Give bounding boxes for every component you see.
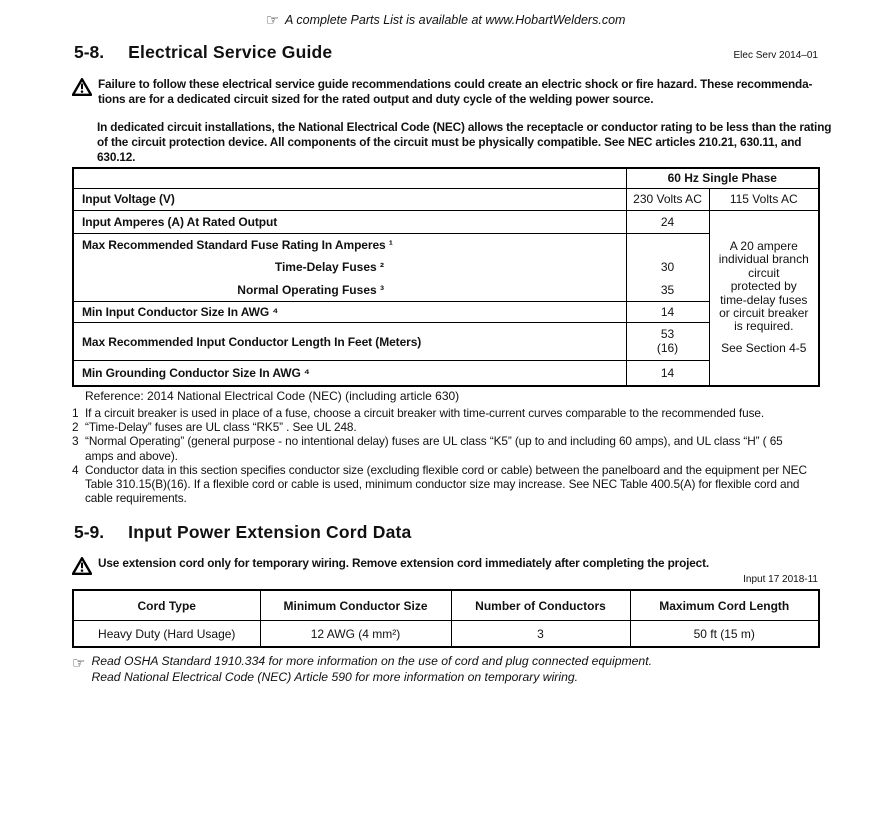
branch-note-line: A 20 ampere (729, 239, 798, 254)
footnote-number: 2 (72, 420, 79, 435)
col-header-max-cord-length: Maximum Cord Length (630, 590, 819, 621)
note-line: Read National Electrical Code (NEC) Article 590 for more information on temporary wiring. (91, 669, 579, 684)
col-header-number-of-conductors: Number of Conductors (451, 590, 630, 621)
row-label-input-amperes: Input Amperes (A) At Rated Output (73, 210, 626, 233)
min-conductor-size-value: 12 AWG (4 mm²) (260, 621, 451, 648)
branch-note-line: individual branch (718, 252, 809, 267)
branch-note-line: protected by (730, 279, 797, 294)
warning-line: Failure to follow these electrical service guide recommendations could create an electric shock or fire hazard. These recommenda- (98, 77, 813, 91)
warning-text (98, 77, 812, 106)
note-line: Read OSHA Standard 1910.334 for more information on the use of cord and plug connected equipment. (91, 654, 652, 668)
normal-operating-fuses-label: Normal Operating Fuses ³ (237, 282, 384, 297)
section-number: 5-8. (74, 42, 105, 62)
voltage-230-cell: 230 Volts AC (626, 188, 709, 210)
time-delay-fuses-label: Time-Delay Fuses ² (274, 260, 384, 275)
row-label-min-grounding-conductor: Min Grounding Conductor Size In AWG ⁴ (73, 361, 626, 386)
phase-group-header: 60 Hz Single Phase (626, 168, 819, 188)
number-of-conductors-value: 3 (451, 621, 630, 648)
paragraph-line: In dedicated circuit installations, the National Electrical Code (NEC) allows the receptacle or conductor rating to be less than the rating (97, 120, 832, 134)
warning-line: Use extension cord only for temporary wiring. Remove extension cord immediately after completing the project. (98, 556, 709, 570)
fuse-rating-label: Max Recommended Standard Fuse Rating In Amperes ¹ (82, 237, 393, 252)
warning-triangle-icon (72, 78, 92, 106)
footnote-1 (72, 406, 814, 420)
branch-note-line: time-delay fuses (720, 292, 808, 307)
min-input-conductor-value: 14 (626, 302, 709, 323)
warning-text (98, 556, 709, 580)
electrical-warning (72, 77, 821, 106)
conductor-length-value-cell (626, 323, 709, 361)
section-title: Input Power Extension Cord Data (128, 522, 412, 542)
branch-note-line: or circuit breaker (719, 306, 809, 321)
revision-code: Elec Serv 2014–01 (733, 50, 818, 61)
osha-note (72, 654, 652, 685)
branch-note-line: circuit (748, 265, 780, 280)
section-number: 5-9. (74, 522, 105, 542)
footnote-number: 4 (72, 462, 79, 477)
input-amperes-value: 24 (626, 210, 709, 233)
section-5-8-header (74, 42, 818, 63)
nec-reference: Reference: 2014 National Electrical Code (NEC) (including article 630) (85, 389, 460, 403)
branch-note-line: is required. (734, 319, 794, 334)
footnote-text: If a circuit breaker is used in place of a fuse, choose a circuit breaker with time-current curves comparable to the recommended fuse. (85, 406, 765, 420)
footnote-3 (72, 434, 814, 462)
branch-circuit-note-cell (709, 210, 819, 386)
length-meters-value: (16) (656, 340, 679, 355)
row-label-max-conductor-length: Max Recommended Input Conductor Length In Feet (Meters) (73, 323, 626, 361)
electrical-service-table (72, 167, 820, 387)
paragraph-line: 630.12. (97, 149, 136, 164)
parts-list-note-text: A complete Parts List is available at www.HobartWelders.com (285, 13, 626, 27)
max-cord-length-value: 50 ft (15 m) (630, 621, 819, 648)
fuse-values-cell (626, 233, 709, 302)
row-label-fuse-rating (73, 233, 626, 302)
footnote-2 (72, 420, 814, 434)
row-label-min-input-conductor: Min Input Conductor Size In AWG ⁴ (73, 302, 626, 323)
time-delay-fuse-value: 30 (660, 260, 675, 275)
col-header-cord-type: Cord Type (73, 590, 260, 621)
parts-list-note (0, 11, 891, 29)
voltage-115-cell: 115 Volts AC (709, 188, 819, 210)
footnotes (72, 406, 814, 505)
footnote-4 (72, 463, 814, 506)
warning-triangle-icon (72, 557, 92, 580)
col-header-min-conductor-size: Minimum Conductor Size (260, 590, 451, 621)
warning-line: tions are for a dedicated circuit sized for the rated output and duty cycle of the welding power source. (98, 91, 654, 106)
normal-operating-fuse-value: 35 (660, 282, 675, 297)
cord-type-value: Heavy Duty (Hard Usage) (73, 621, 260, 648)
extension-cord-warning (72, 556, 821, 580)
empty-header-cell (73, 168, 626, 188)
footnote-number: 1 (72, 406, 79, 420)
see-section-reference: See Section 4-5 (721, 340, 807, 355)
row-label-input-voltage: Input Voltage (V) (73, 188, 626, 210)
paragraph-line: of the circuit protection device. All components of the circuit must be physically compatible. See NEC articles 210.21, 630.11, and (97, 134, 802, 149)
length-feet-value: 53 (660, 327, 675, 342)
min-grounding-conductor-value: 14 (626, 361, 709, 386)
extension-cord-table (72, 589, 820, 648)
footnote-number: 3 (72, 434, 79, 449)
footnote-text: “Normal Operating” (general purpose - no intentional delay) fuses are UL class “K5” (up to and including 60 amps), and UL class “H” ( 65 amps and above). (85, 434, 783, 463)
revision-code: Input 17 2018-11 (743, 574, 818, 585)
footnote-text: Conductor data in this section specifies conductor size (excluding flexible cord or cable) between the panelboard and the equipment per NEC Table 310.15(B)(16). If a flexible cord or cable is used, minimum conductor size may increase. See NEC Table 400.5(A) for flexible cord and cable requirements. (85, 462, 807, 506)
footnote-text: “Time-Delay” fuses are UL class “RK5” . See UL 248. (85, 420, 357, 435)
section-5-9-header (74, 522, 818, 543)
pointing-hand-icon: ☞ (72, 655, 86, 672)
pointing-hand-icon: ☞ (265, 12, 280, 29)
note-lines (91, 654, 652, 685)
nec-paragraph (97, 120, 831, 164)
section-title: Electrical Service Guide (128, 42, 333, 62)
